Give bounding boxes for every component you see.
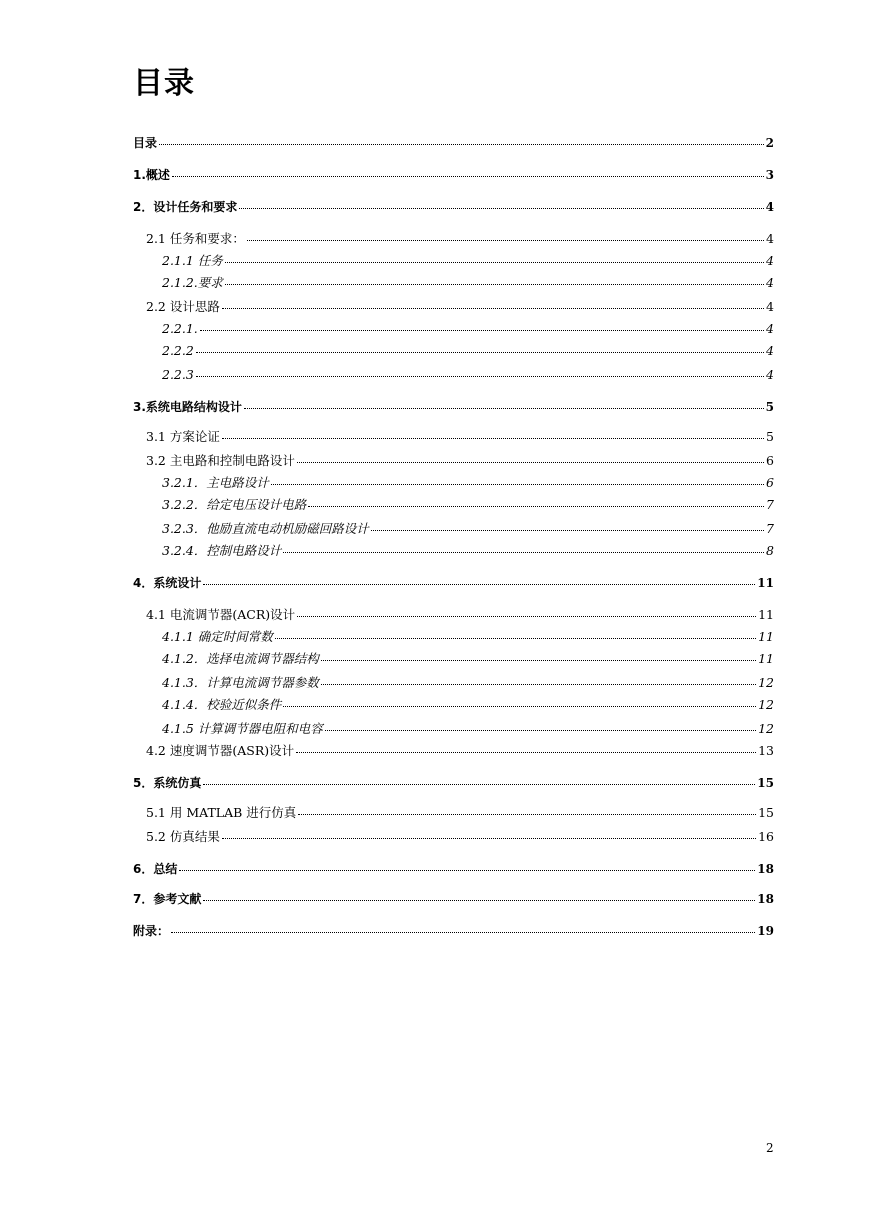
toc-entry-title: 2.2.2 (162, 343, 194, 358)
toc-entry-page: 6 (766, 453, 774, 468)
toc-dot-leader (296, 738, 756, 753)
toc-entry-page: 4 (766, 367, 774, 382)
toc-dot-leader (275, 624, 756, 639)
toc-dot-leader (222, 824, 756, 839)
toc-entry-page: 13 (758, 743, 774, 758)
toc-dot-leader (321, 646, 756, 661)
toc-entry-page: 11 (758, 651, 774, 666)
toc-entry-page: 4 (766, 299, 774, 314)
toc-entry-title: 5.2 仿真结果 (146, 829, 220, 844)
toc-entry-level-1[interactable] (133, 888, 774, 904)
toc-entry-level-1[interactable] (133, 858, 774, 874)
toc-entry-level-3[interactable] (162, 518, 774, 534)
toc-entry-page: 12 (758, 697, 774, 712)
toc-entry-title: 4.1.1 确定时间常数 (162, 629, 273, 644)
toc-entry-title: 3.2.4．控制电路设计 (162, 543, 282, 558)
toc-entry-title: 5．系统仿真 (133, 776, 202, 790)
toc-entry-title: 3.1 方案论证 (146, 429, 220, 444)
toc-dot-leader (179, 856, 755, 871)
toc-entry-page: 19 (757, 924, 774, 938)
toc-dot-leader (225, 248, 764, 263)
toc-dot-leader (283, 692, 756, 707)
toc-entry-title: 3.2.1．主电路设计 (162, 475, 269, 490)
toc-entry-level-1[interactable] (133, 920, 774, 936)
toc-entry-page: 6 (766, 475, 774, 490)
toc-entry-page: 18 (757, 892, 774, 906)
toc-entry-page: 3 (765, 168, 774, 182)
toc-entry-title: 4.1.4．校验近似条件 (162, 697, 282, 712)
toc-entry-page: 11 (757, 576, 774, 590)
toc-entry-title: 2．设计任务和要求 (133, 200, 238, 214)
toc-entry-page: 4 (766, 321, 774, 336)
toc-entry-level-3[interactable] (162, 626, 774, 642)
toc-entry-page: 11 (758, 629, 774, 644)
toc-entry-level-3[interactable] (162, 540, 774, 556)
toc-dot-leader (203, 570, 755, 585)
toc-entry-level-3[interactable] (162, 340, 774, 356)
toc-entry-level-2[interactable] (146, 826, 774, 842)
toc-dot-leader (203, 770, 755, 785)
toc-dot-leader (159, 130, 764, 145)
toc-dot-leader (203, 886, 755, 901)
toc-entry-page: 15 (758, 805, 774, 820)
toc-entry-page: 15 (757, 776, 774, 790)
toc-entry-page: 5 (766, 429, 774, 444)
toc-entry-level-3[interactable] (162, 364, 774, 380)
toc-entry-level-2[interactable] (146, 228, 774, 244)
toc-entry-page: 2 (765, 136, 774, 150)
toc-dot-leader (196, 338, 764, 353)
toc-dot-leader (200, 316, 764, 331)
toc-entry-title: 2.2.1. (162, 321, 198, 336)
toc-entry-level-3[interactable] (162, 250, 774, 266)
toc-entry-page: 5 (765, 400, 774, 414)
toc-entry-level-3[interactable] (162, 272, 774, 288)
toc-entry-page: 4 (766, 231, 774, 246)
toc-dot-leader (321, 670, 756, 685)
toc-entry-title: 4.2 速度调节器(ASR)设计 (146, 743, 295, 758)
toc-entry-title: 4．系统设计 (133, 576, 202, 590)
toc-entry-title: 3.2.2．给定电压设计电路 (162, 497, 307, 512)
toc-entry-page: 16 (758, 829, 774, 844)
toc-entry-title: 1.概述 (133, 168, 170, 182)
toc-entry-level-3[interactable] (162, 494, 774, 510)
toc-entry-title: 2.1 任务和要求： (146, 231, 245, 246)
toc-entry-level-3[interactable] (162, 718, 774, 734)
toc-entry-page: 4 (766, 253, 774, 268)
toc-dot-leader (271, 470, 764, 485)
toc-dot-leader (308, 492, 764, 507)
toc-dot-leader (325, 716, 756, 731)
toc-entry-title: 2.1.1 任务 (162, 253, 223, 268)
toc-dot-leader (244, 394, 764, 409)
toc-entry-level-1[interactable] (133, 572, 774, 588)
toc-entry-title: 2.2 设计思路 (146, 299, 220, 314)
toc-entry-title: 4.1.2．选择电流调节器结构 (162, 651, 319, 666)
toc-entry-page: 4 (765, 200, 774, 214)
toc-entry-title: 3.2 主电路和控制电路设计 (146, 453, 295, 468)
toc-entry-title: 5.1 用 MATLAB 进行仿真 (146, 805, 297, 820)
toc-entry-level-3[interactable] (162, 472, 774, 488)
toc-entry-page: 4 (766, 343, 774, 358)
toc-entry-page: 18 (757, 862, 774, 876)
toc-dot-leader (297, 448, 764, 463)
toc-entry-level-1[interactable] (133, 132, 774, 148)
toc-entry-level-2[interactable] (146, 740, 774, 756)
toc-entry-title: 6．总结 (133, 862, 178, 876)
toc-entry-title: 3.系统电路结构设计 (133, 400, 242, 414)
toc-entry-title: 4.1 电流调节器(ACR)设计 (146, 607, 296, 622)
toc-entry-title: 附录： (133, 924, 170, 938)
toc-dot-leader (196, 362, 764, 377)
page-title: 目录 (133, 66, 195, 101)
toc-dot-leader (298, 800, 756, 815)
toc-entry-level-3[interactable] (162, 318, 774, 334)
toc-entry-title: 2.2.3 (162, 367, 194, 382)
toc-entry-title: 2.1.2.要求 (162, 275, 223, 290)
toc-entry-page: 12 (758, 675, 774, 690)
toc-entry-level-3[interactable] (162, 648, 774, 664)
toc-dot-leader (283, 538, 764, 553)
toc-entry-title: 3.2.3．他励直流电动机励磁回路设计 (162, 521, 369, 536)
toc-entry-page: 12 (758, 721, 774, 736)
toc-dot-leader (297, 602, 756, 617)
toc-entry-level-2[interactable] (146, 426, 774, 442)
toc-entry-page: 11 (758, 607, 774, 622)
toc-dot-leader (222, 294, 764, 309)
toc-entry-level-3[interactable] (162, 672, 774, 688)
toc-entry-level-1[interactable] (133, 772, 774, 788)
toc-entry-level-2[interactable] (146, 802, 774, 818)
toc-dot-leader (225, 270, 764, 285)
toc-entry-level-1[interactable] (133, 396, 774, 412)
toc-entry-title: 7．参考文献 (133, 892, 202, 906)
toc-dot-leader (171, 918, 755, 933)
toc-entry-level-3[interactable] (162, 694, 774, 710)
toc-entry-page: 7 (766, 521, 774, 536)
page-number: 2 (766, 1141, 774, 1155)
toc-entry-level-1[interactable] (133, 164, 774, 180)
toc-dot-leader (239, 194, 763, 209)
toc-entry-level-2[interactable] (146, 296, 774, 312)
toc-dot-leader (247, 226, 764, 241)
toc-entry-page: 4 (766, 275, 774, 290)
toc-entry-level-2[interactable] (146, 604, 774, 620)
toc-entry-level-2[interactable] (146, 450, 774, 466)
toc-entry-level-1[interactable] (133, 196, 774, 212)
toc-entry-title: 目录 (133, 136, 158, 150)
toc-dot-leader (172, 162, 764, 177)
toc-dot-leader (371, 516, 764, 531)
toc-entry-title: 4.1.3．计算电流调节器参数 (162, 675, 319, 690)
toc-entry-page: 8 (766, 543, 774, 558)
toc-entry-page: 7 (766, 497, 774, 512)
toc-entry-title: 4.1.5 计算调节器电阻和电容 (162, 721, 323, 736)
toc-dot-leader (222, 424, 764, 439)
